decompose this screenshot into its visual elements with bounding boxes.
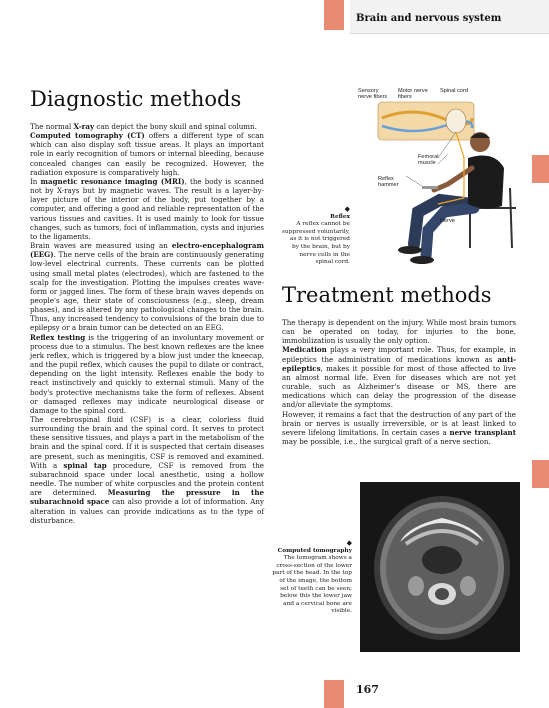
diagnostic-body-text [30,122,264,525]
text-run: offers a different type of scan which can also display soft tissue areas. It plays an important role in early recognition of tumors or internal bleeding, because concealed changes can easily be recognized. However, the radiation exposure is comparatively high. [30,131,264,177]
text-run: is the triggering of an involuntary movement or process due to a stimulus. The best known reflexes are the knee jerk reflex, which is triggered by a blow just under the kneecap, and the pupil reflex, which causes the pupil to dilate or contract, depending on the light intensity. Reflexes enable the body to react instinctively and quickly to external stimuli. Many of the body's protective mechanisms take the form of reflexes. Absent or damaged reflexes may indicate neurological disease or damage to the spinal cord. [30,332,265,415]
text-run: , makes it possible for most of those affected to live an almost normal life. Even for diseases which are not yet curable, such as Alzheimer's disease or MS, there are medications which can delay the progression of the disease and/or alleviate the symptoms. [282,363,516,410]
label-reflex-hammer: Reflex hammer [378,176,399,189]
section-heading-treatment: Treatment methods [282,283,492,307]
text-run: can depict the bony skull and spinal column. [94,122,257,131]
paragraph [30,131,264,177]
caption-diamond-icon: ◆ [346,539,352,547]
page-number-accent [324,680,344,708]
bold-term: electro-encephalogram (EEG) [30,241,264,260]
bold-term: Computed tomography (CT) [30,131,145,141]
text-run: The normal [30,122,74,131]
reflex-caption [282,206,350,267]
text-run: plays a very important role. Thus, for example, in epileptics the administration of medications known as [282,345,516,364]
bold-term: X-ray [73,122,95,131]
label-nerve: Nerve [440,218,455,224]
reflex-caption-title: Reflex [330,213,350,220]
paragraph [30,333,264,415]
ct-scan-image [360,482,520,652]
label-spinal-cord: Spinal cord [440,88,468,94]
label-motor-fibers: Motor nerve fibers [398,88,428,101]
section-heading-diagnostic: Diagnostic methods [30,87,242,111]
text-run: procedure, CSF is removed from the subarachnoid space under local anesthetic, using a hollow needle. The number of white corpuscles and the protein content are determined. [30,460,264,498]
text-run: The cerebrospinal fluid (CSF) is a clear, colorless fluid surrounding the brain and the spinal cord. It serves to protect these sensitive tissues, and plays a part in the metabolism of the brain and the spinal cord. If it is suspected that certain diseases are present, such as meningitis, CSF is removed and examined. With a [30,415,264,470]
label-sensory-fibers: Sensory nerve fibers [358,88,388,101]
text-run: can also provide a lot of information. Any alteration in values can provide indications as to the type of disturbance. [30,497,264,525]
side-accent-tab [532,460,549,488]
ct-caption-text: The tomogram shows a cross-section of the lower part of the head. In the top of the image, the bottom set of teeth can be seen; below this the lower jaw and a cervical bone are visible. [272,555,352,615]
page-number: 167 [356,683,379,696]
bold-term: Measuring the pressure in the subarachnoid space [30,488,264,507]
paragraph [30,122,264,131]
paragraph [282,318,516,345]
paragraph [282,410,516,447]
paragraph [30,177,264,241]
bold-term: Medication [282,345,327,355]
caption-diamond-icon: ◆ [344,205,350,213]
bold-term: spinal tap [63,460,107,470]
reflex-caption-text: A reflex cannot be suppressed voluntarily, as it is not triggered by the brain, but by nerve cells in the spinal cord. [282,221,350,266]
bold-term: anti-epileptics [282,354,516,373]
bold-term: Reflex testing [30,332,86,342]
ct-caption [272,540,352,616]
bold-term: nerve transplant [449,427,516,437]
paragraph [282,345,516,409]
treatment-body-text [282,318,516,446]
text-run: However, it remains a fact that the destruction of any part of the brain or nerves is usually irreversible, or is at least linked to severe lifelong limitations. In certain cases a [282,409,516,437]
ct-caption-title: Computed tomography [277,547,352,554]
paragraph [30,241,264,333]
text-run: may be possible, i.e., the surgical graft of a nerve section. [282,437,491,447]
text-run: In [30,176,41,186]
paragraph [30,415,264,525]
running-header: Brain and nervous system [356,13,502,24]
text-run: , the body is scanned not by X-rays but by magnetic waves. The result is a layer-by-layer picture of the interior of the body, put together by a computer, and offering a good and reliable representation of the various tissues and cavities. It is used mainly to look for tissue changes, such as tumors, foci of inflammation, cysts and injuries to the ligaments. [30,176,264,241]
side-accent-tab [532,155,549,183]
top-accent-tab [324,0,344,30]
text-run: The therapy is dependent on the injury. While most brain tumors can be operated on today, for injuries to the bone, immobilization is usually the only option. [282,318,516,346]
bold-term: magnetic resonance imaging (MRI) [40,176,185,186]
text-run: . The nerve cells of the brain are continuously generating low-level electrical currents. These currents can be plotted using small metal plates (electrodes), which are fastened to the scalp for the investigation. Plotting the impulses creates wave-form or jagged lines. The form of these brain waves depends on people's age, their state of consciousness (e.g., sleep, dream phases), and is altered by any pathological changes to the brain. Thus, any increased tendency to convulsions of the brain due to epilepsy or a brain tumor can be detected on an EEG. [30,250,264,333]
text-run: Brain waves are measured using an [30,241,172,251]
label-femoral-muscle: Femoral muscle [418,154,439,167]
